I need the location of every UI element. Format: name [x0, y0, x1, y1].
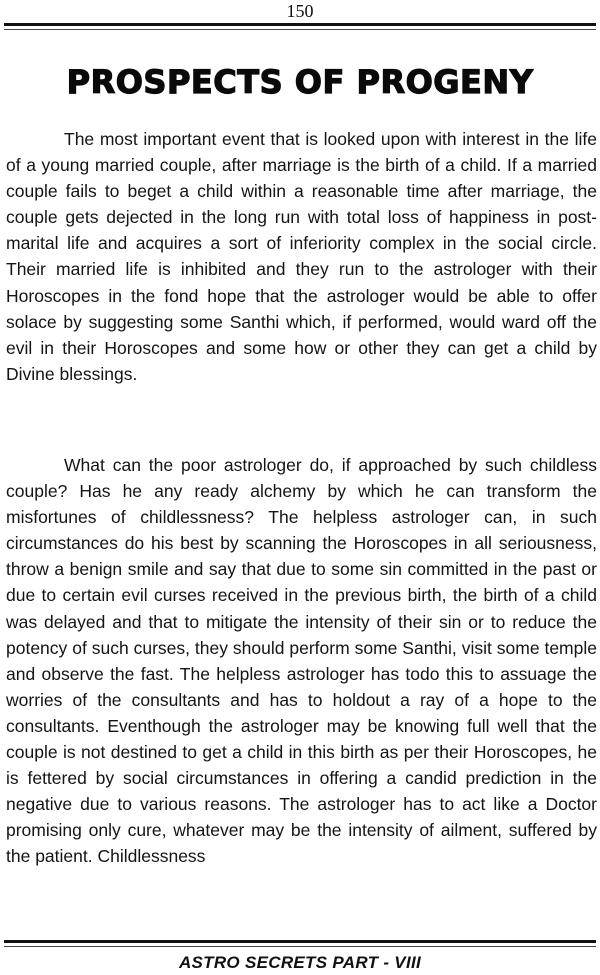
paragraph-2-block [6, 452, 597, 870]
header-rule-thick [4, 23, 596, 26]
page-number: 150 [286, 1, 314, 21]
paragraph-1-block [6, 126, 597, 387]
paragraph-2: What can the poor astrologer do, if approached by such childless couple? Has he any ready alchemy by which he can transform the misfortunes of childlessness? The helpless astrologer can, in such circumstances do his best by scanning the Horoscopes in all seriousness, throw a benign smile and say that due to some sin committed in the past or due to certain evil curses received in the previous birth, the birth of a child was delayed and that to mitigate the intensity of their sin or to reduce the potency of such curses, they should perform some Santhi, visit some temple and observe the fast. The helpless astrologer has todo this to assuage the worries of the consultants and has to holdout a ray of a hope to the consultants. Eventhough the astrologer may be knowing full well that the couple is not destined to get a child in this birth as per their Horoscopes, he is fettered by social circumstances in offering a candid prediction in the negative due to various reasons. The astrologer has to act like a Doctor promising only cure, whatever may be the intensity of ailment, suffered by the patient. Childlessness [6, 455, 597, 867]
footer-rule-thick [4, 940, 596, 943]
running-footer: ASTRO SECRETS PART - VIII [178, 953, 422, 972]
chapter-title: PROSPECTS OF PROGENY [66, 63, 534, 101]
header-rule-thin [4, 29, 596, 30]
footer-rule-thin [4, 946, 596, 947]
paragraph-1: The most important event that is looked upon with interest in the life of a young married couple, after marriage is the birth of a child. If a married couple fails to beget a child within a reasonable time after marriage, the couple gets dejected in the long run with total loss of happiness in post-marital life and acquires a sort of inferiority complex in the social circle. Their married life is inhibited and they run to the astrologer with their Horoscopes in the fond hope that the astrologer would be able to offer solace by suggesting some Santhi which, if performed, would ward off the evil in their Horoscopes and some how or other they can get a child by Divine blessings. [6, 129, 597, 384]
